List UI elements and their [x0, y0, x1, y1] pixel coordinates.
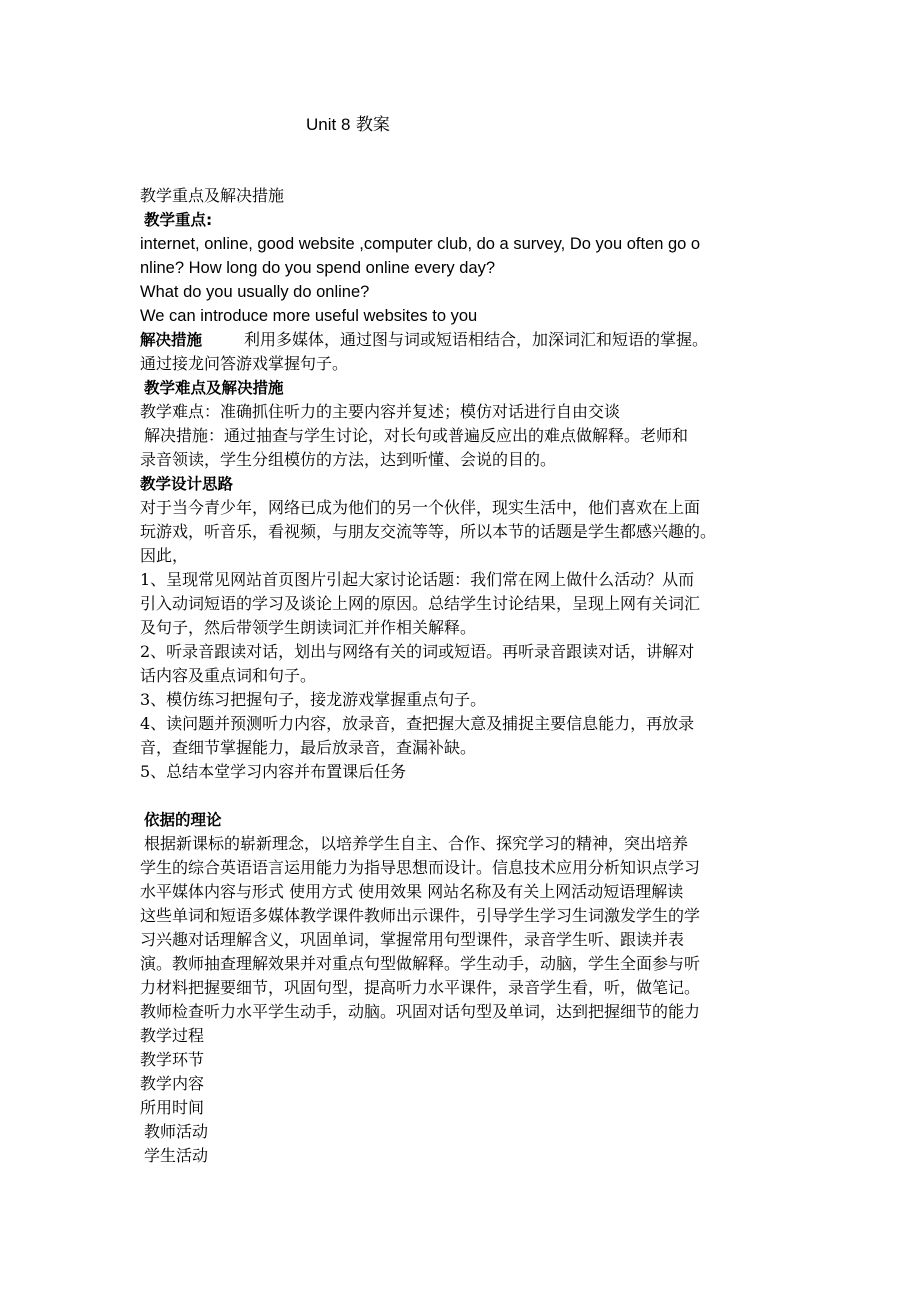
step-1-line-2: 引入动词短语的学习及谈论上网的原因。总结学生讨论结果，呈现上网有关词汇	[140, 594, 701, 613]
step-3: 3、模仿练习把握句子，接龙游戏掌握重点句子。	[140, 690, 487, 709]
process-heading: 教学过程	[140, 1026, 205, 1045]
title-unit: Unit 8	[306, 115, 351, 134]
vocab-line-2: nline? How long do you spend online every day?	[140, 259, 495, 277]
process-step-link: 教学环节	[140, 1050, 205, 1069]
theory-line-2: 学生的综合英语语言运用能力为指导思想而设计。信息技术应用分析知识点学习	[140, 858, 701, 877]
process-content: 教学内容	[140, 1074, 205, 1093]
solution-label: 解决措施	[140, 331, 203, 349]
title-label: 教案	[355, 115, 390, 135]
difficulties-solution-1: 解决措施：通过抽查与学生讨论，对长句或普遍反应出的难点做解释。老师和	[144, 426, 689, 445]
step-4-line-1: 4、读问题并预测听力内容，放录音，查把握大意及捕捉主要信息能力，再放录	[140, 714, 695, 733]
heading-design-ideas: 教学设计思路	[140, 475, 234, 493]
heading-difficulties: 教学难点及解决措施	[144, 379, 284, 397]
design-paragraph-1: 对于当今青少年，网络已成为他们的另一个伙伴，现实生活中，他们喜欢在上面	[140, 498, 701, 517]
section-heading-key-points-and-solutions: 教学重点及解决措施	[140, 186, 285, 205]
design-paragraph-3: 因此，	[140, 546, 189, 565]
theory-line-1: 根据新课标的崭新理念，以培养学生自主、合作、探究学习的精神，突出培养	[144, 834, 689, 853]
step-4-line-2: 音，查细节掌握能力，最后放录音，查漏补缺。	[140, 738, 477, 757]
vocab-line-4: We can introduce more useful websites to you	[140, 307, 478, 325]
vocab-line-3: What do you usually do online?	[140, 283, 370, 301]
process-time: 所用时间	[140, 1098, 205, 1117]
heading-key-points: 教学重点:	[144, 211, 213, 229]
solution-line-2: 通过接龙问答游戏掌握句子。	[140, 354, 349, 373]
theory-line-6: 演。教师抽查理解效果并对重点句型做解释。学生动手，动脑，学生全面参与听	[140, 954, 701, 973]
theory-line-5: 习兴趣对话理解含义，巩固单词，掌握常用句型课件，录音学生听、跟读并表	[140, 930, 685, 949]
theory-line-7: 力材料把握要细节，巩固句型，提高听力水平课件，录音学生看，听，做笔记。	[140, 978, 701, 997]
theory-line-4: 这些单词和短语多媒体教学课件教师出示课件，引导学生学习生词激发学生的学	[140, 906, 701, 925]
difficulties-text: 教学难点：准确抓住听力的主要内容并复述；模仿对话进行自由交谈	[140, 402, 621, 421]
step-1-line-3: 及句子，然后带领学生朗读词汇并作相关解释。	[140, 618, 477, 637]
step-1-line-1: 1、呈现常见网站首页图片引起大家讨论话题：我们常在网上做什么活动？从而	[140, 570, 695, 589]
solution-text: 利用多媒体，通过图与词或短语相结合，加深词汇和短语的掌握。	[244, 330, 709, 349]
solution-line	[140, 328, 786, 352]
process-teacher-activity: 教师活动	[144, 1122, 209, 1141]
document-body	[140, 184, 786, 1168]
heading-theory: 依据的理论	[144, 811, 222, 829]
theory-line-8: 教师检查听力水平学生动手，动脑。巩固对话句型及单词，达到把握细节的能力	[140, 1002, 701, 1021]
step-2-line-2: 话内容及重点词和句子。	[140, 666, 317, 685]
document-title	[306, 113, 390, 137]
vocab-line-1: internet, online, good website ,computer club, do a survey, Do you often go o	[140, 235, 701, 253]
step-2-line-1: 2、听录音跟读对话，划出与网络有关的词或短语。再听录音跟读对话，讲解对	[140, 642, 695, 661]
process-student-activity: 学生活动	[144, 1146, 209, 1165]
design-paragraph-2: 玩游戏，听音乐，看视频，与朋友交流等等，所以本节的话题是学生都感兴趣的。	[140, 522, 717, 541]
step-5: 5、总结本堂学习内容并布置课后任务	[140, 762, 407, 781]
theory-line-3: 水平媒体内容与形式 使用方式 使用效果 网站名称及有关上网活动短语理解读	[140, 882, 684, 901]
difficulties-solution-2: 录音领读，学生分组模仿的方法，达到听懂、会说的目的。	[140, 450, 557, 469]
